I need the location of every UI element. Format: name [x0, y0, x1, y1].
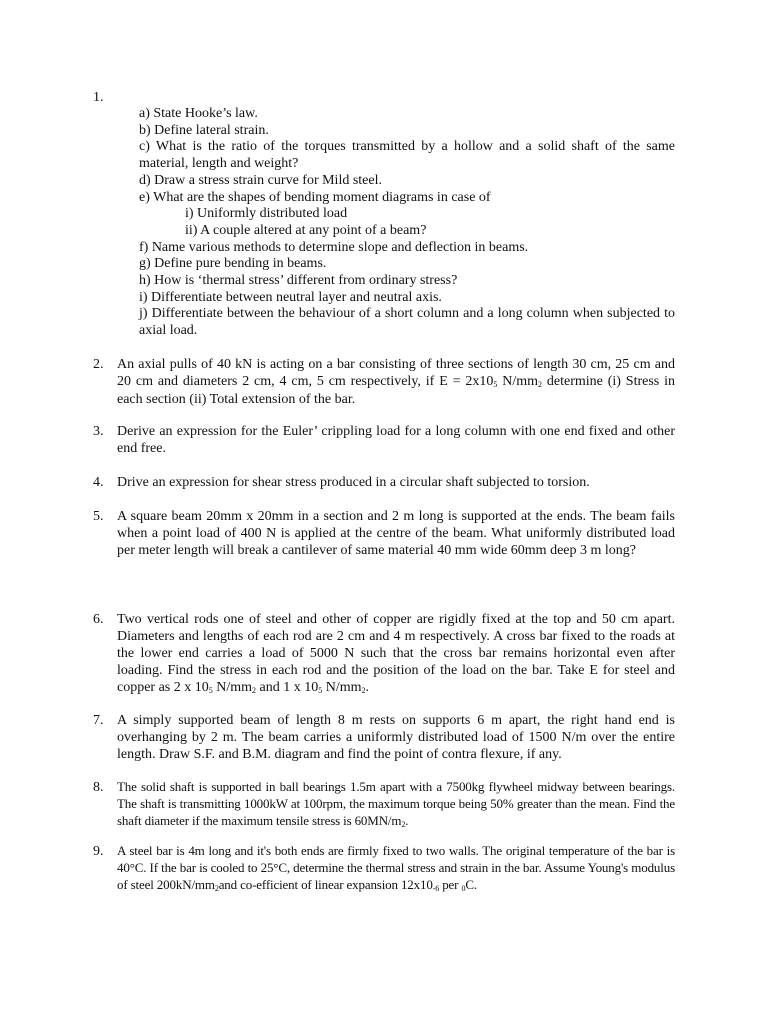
question-7-number: 7.	[93, 713, 104, 728]
q1-item-e-i: i) Uniformly distributed load	[185, 206, 348, 222]
question-7-text: A simply supported beam of length 8 m rests on supports 6 m apart, the right hand end is overhanging by 2 m. The beam carries a uniformly distributed load of 1500 N/m over the entire length. Draw S.F. and B.M. diagram and find the point of contra flexure, if any.	[117, 713, 675, 762]
question-9-text: A steel bar is 4m long and it's both ends are firmly fixed to two walls. The original temperature of the bar is 40°C. If the bar is cooled to 25°C, determine the thermal stress and strain in the bar. Assume Young's modulus of steel 200kN/mm2and co-efficient of linear expansion 12x10-6 per 0C.	[117, 843, 675, 893]
question-2-text: An axial pulls of 40 kN is acting on a bar consisting of three sections of length 30 cm, 25 cm and 20 cm and diameters 2 cm, 4 cm, 5 cm respectively, if E = 2x105 N/mm2 determine (i) Stress in each section (ii) Total extension of the bar.	[117, 357, 676, 407]
question-3-text: Derive an expression for the Euler’ crippling load for a long column with one end fixed and other end free.	[117, 424, 675, 456]
q1-item-e-ii: ii) A couple altered at any point of a beam?	[185, 222, 427, 238]
question-1-number: 1.	[93, 90, 104, 105]
question-6	[93, 611, 675, 697]
question-6-number: 6.	[93, 612, 104, 627]
question-5	[93, 508, 675, 559]
q1-item-j: j) Differentiate between the behaviour of a short column and a long column when subjected to axial load.	[139, 306, 675, 339]
question-6-text: Two vertical rods one of steel and other of copper are rigidly fixed at the top and 50 cm apart. Diameters and lengths of each rod are 2 cm and 4 m respectively. A cross bar fixed to the roads at the lower end carries a load of 5000 N such that the cross bar remains horizontal even after loading. Find the stress in each rod and the position of the load on the bar. Take E for steel and copper as 2 x 105 N/mm2 and 1 x 105 N/mm2.	[117, 612, 675, 695]
question-8-number: 8.	[93, 780, 104, 795]
question-3-number: 3.	[93, 424, 104, 439]
question-5-text: A square beam 20mm x 20mm in a section and 2 m long is supported at the ends. The beam fails when a point load of 400 N is applied at the centre of the beam. What uniformly distributed load per meter length will break a cantilever of same material 40 mm wide 60mm deep 3 m long?	[117, 509, 675, 558]
q1-item-g: g) Define pure bending in beams.	[139, 256, 327, 272]
q1-item-a: a) State Hooke’s law.	[139, 106, 258, 121]
question-1-subparts	[139, 106, 675, 340]
q1-item-e: e) What are the shapes of bending moment diagrams in case of	[139, 189, 491, 205]
question-3	[93, 423, 675, 457]
question-2-number: 2.	[93, 357, 104, 372]
question-4-number: 4.	[93, 475, 104, 490]
q1-item-d: d) Draw a stress strain curve for Mild steel.	[139, 172, 382, 188]
question-5-number: 5.	[93, 509, 104, 524]
question-7	[93, 712, 675, 763]
question-4	[93, 474, 675, 491]
question-4-text: Drive an expression for shear stress produced in a circular shaft subjected to torsion.	[117, 475, 590, 490]
q1-item-f: f) Name various methods to determine slope and deflection in beams.	[139, 239, 529, 255]
q1-item-c: c) What is the ratio of the torques transmitted by a hollow and a solid shaft of the same material, length and weight?	[139, 139, 675, 172]
question-9-number: 9.	[93, 844, 104, 859]
q1-item-h: h) How is ‘thermal stress’ different from ordinary stress?	[139, 273, 458, 289]
question-8-text: The solid shaft is supported in ball bearings 1.5m apart with a 7500kg flywheel midway between bearings. The shaft is transmitting 1000kW at 100rpm, the maximum torque being 50% greater than the mean. Find the shaft diameter if the maximum tensile stress is 60MN/m2.	[117, 779, 675, 829]
question-9	[93, 843, 675, 895]
question-2	[93, 356, 675, 408]
question-8	[93, 779, 675, 831]
q1-item-i: i) Differentiate between neutral layer and neutral axis.	[139, 289, 442, 305]
q1-item-b: b) Define lateral strain.	[139, 122, 269, 138]
